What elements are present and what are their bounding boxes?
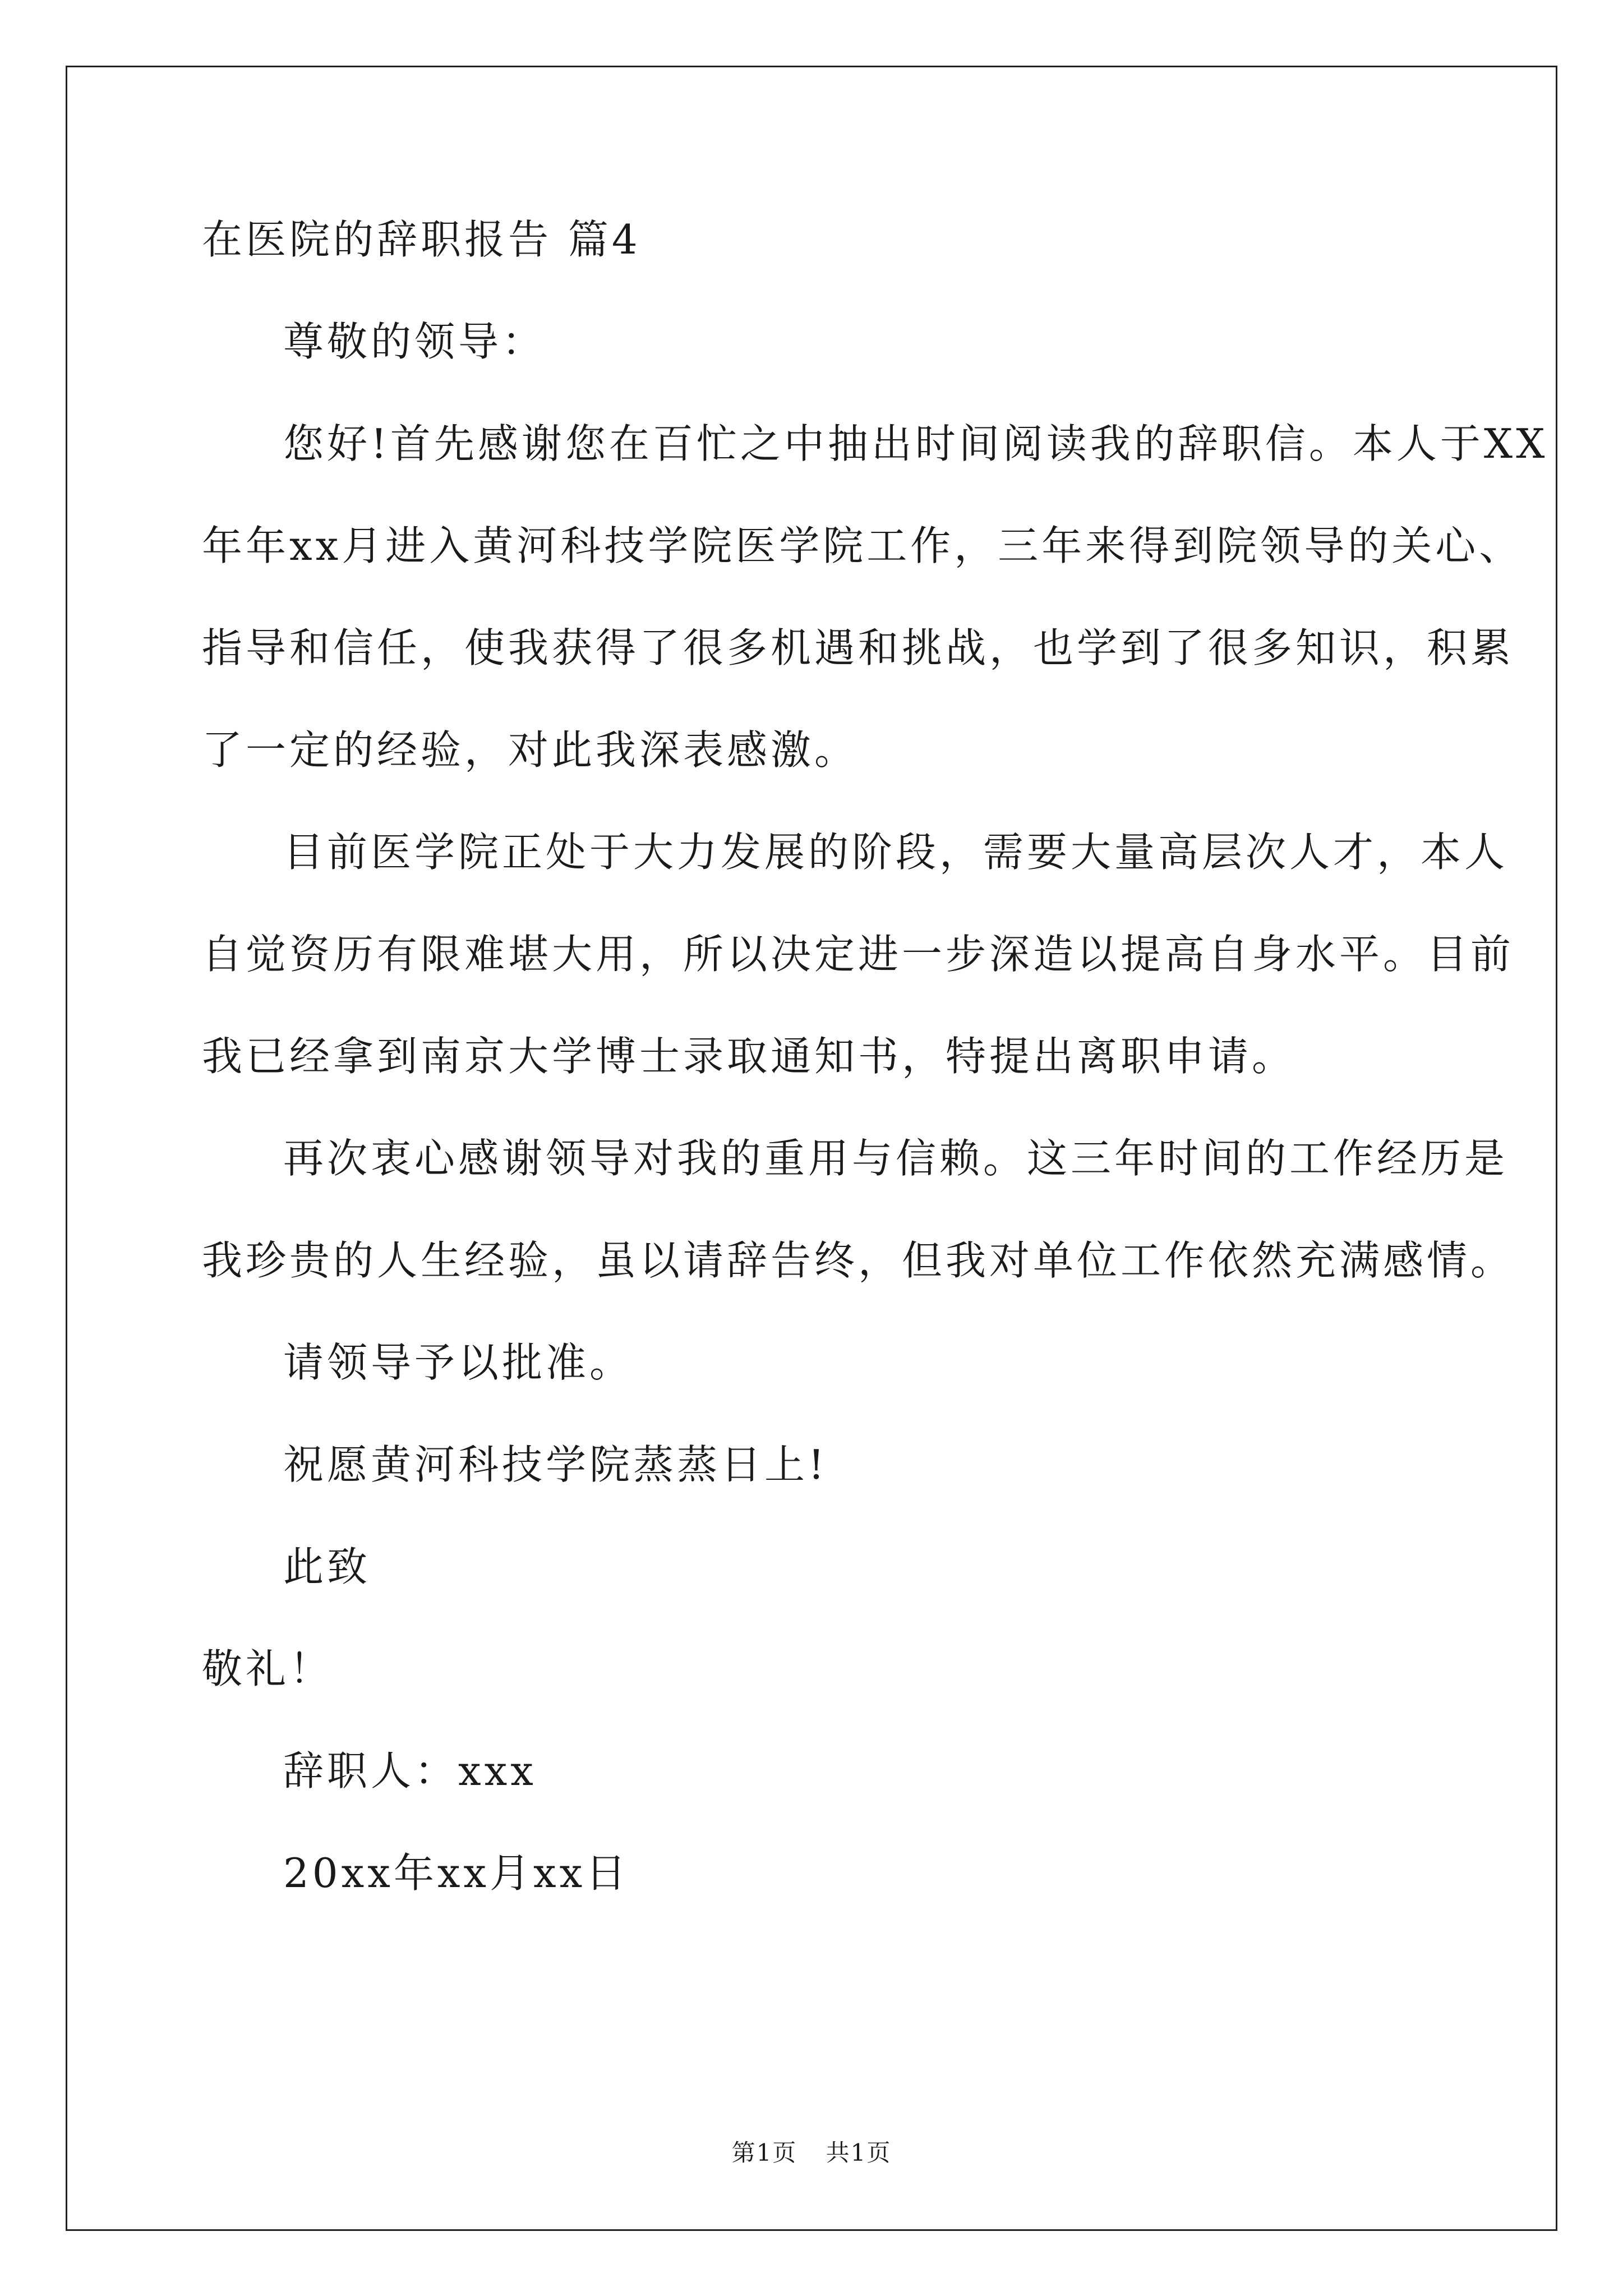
paragraph-line: 我已经拿到南京大学博士录取通知书，特提出离职申请。 xyxy=(202,1033,1296,1080)
date-line: 20xx年xx月xx日 xyxy=(283,1849,630,1897)
closing-line-1: 此致 xyxy=(283,1543,371,1590)
page-number: 第1页 xyxy=(731,2139,797,2166)
closing-line-2: 敬礼！ xyxy=(202,1645,334,1692)
salutation: 尊敬的领导： xyxy=(283,318,546,365)
paragraph-line: 我珍贵的人生经验，虽以请辞告终，但我对单位工作依然充满感情。 xyxy=(202,1237,1515,1284)
paragraph-line: 指导和信任，使我获得了很多机遇和挑战，也学到了很多知识，积累 xyxy=(202,624,1515,671)
paragraph-3 xyxy=(202,1132,1515,1287)
document-title: 在医院的辞职报告 篇4 xyxy=(202,216,641,263)
wish-line: 祝愿黄河科技学院蒸蒸日上! xyxy=(283,1441,828,1488)
paragraph-1 xyxy=(202,417,1548,776)
paragraph-line: 目前医学院正处于大力发展的阶段，需要大量高层次人才，本人 xyxy=(283,829,1509,876)
paragraph-line: 您好!首先感谢您在百忙之中抽出时间阅读我的辞职信。本人于XX xyxy=(283,420,1548,467)
paragraph-line: 自觉资历有限难堪大用，所以决定进一步深造以提高自身水平。目前 xyxy=(202,931,1515,978)
page-footer xyxy=(0,2134,1623,2168)
request-line: 请领导予以批准。 xyxy=(283,1339,634,1386)
letter-body xyxy=(202,213,1548,1949)
page-total: 共1页 xyxy=(826,2139,892,2166)
paragraph-line: 了一定的经验，对此我深表感激。 xyxy=(202,726,859,774)
paragraph-line: 再次衷心感谢领导对我的重用与信赖。这三年时间的工作经历是 xyxy=(283,1135,1509,1182)
signer-line: 辞职人：xxx xyxy=(283,1747,537,1795)
paragraph-line: 年年xx月进入黄河科技学院医学院工作，三年来得到院领导的关心、 xyxy=(202,522,1523,569)
paragraph-2 xyxy=(202,826,1515,1083)
